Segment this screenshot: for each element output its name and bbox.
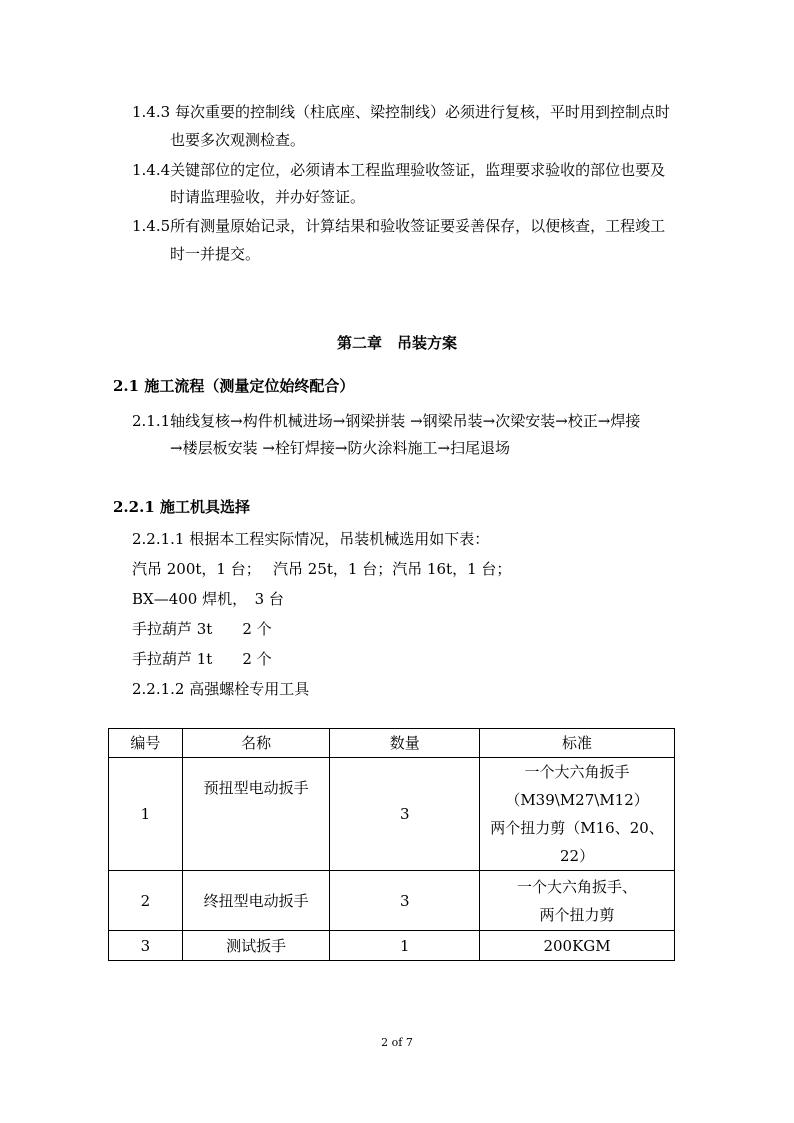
header-cell: 编号: [109, 729, 183, 758]
item-continuation: →楼层板安装 →栓钉焊接→防火涂料施工→扫尾退场: [170, 439, 511, 457]
item-number: 1.4.5: [132, 217, 171, 235]
chapter-title: 第二章 吊装方案: [336, 334, 457, 352]
item-number: 1.4.4: [132, 161, 171, 179]
item-1-4-5: [132, 216, 665, 236]
table-row: [109, 871, 675, 931]
standard-line: 200KGM: [543, 936, 611, 955]
table-cell-number: 1: [109, 758, 183, 871]
table-cell-number: 2: [109, 871, 183, 931]
table-cell-standard: [480, 931, 675, 961]
equipment-line: 手拉葫芦 1t 2 个: [132, 650, 272, 668]
equipment-line: BX—400 焊机， 3 台: [132, 590, 284, 608]
table-cell-quantity: 3: [330, 758, 480, 871]
table-cell-name: 测试扳手: [182, 931, 330, 961]
table-cell-standard: [480, 758, 675, 871]
standard-line: 一个大六角扳手: [524, 763, 630, 781]
header-cell: 数量: [330, 729, 480, 758]
item-text: 每次重要的控制线（柱底座、梁控制线）必须进行复核，平时用到控制点时: [174, 103, 670, 121]
item-continuation: 也要多次观测检查。: [170, 131, 306, 149]
header-cell: 名称: [182, 729, 330, 758]
section-title: 施工流程（测量定位始终配合）: [144, 377, 355, 395]
item-number: 1.4.3: [132, 103, 171, 121]
standard-line: 两个扭力剪: [539, 905, 615, 924]
table-cell-name: 终扭型电动扳手: [182, 871, 330, 931]
item-continuation: 时请监理验收，并办好签证。: [170, 188, 366, 206]
standard-line: 两个扭力剪（M16、20、22）: [490, 819, 664, 865]
item-1-4-3: [132, 102, 670, 122]
item-text: 轴线复核→构件机械进场→钢梁拼装 →钢梁吊装→次梁安装→校正→焊接: [170, 412, 641, 430]
table-row: [109, 758, 675, 871]
table-cell-number: 3: [109, 931, 183, 961]
section-2-1-heading: [113, 376, 354, 396]
table-header-row: [109, 729, 675, 758]
table-row: [109, 931, 675, 961]
table-cell-quantity: 1: [330, 931, 480, 961]
item-text: 所有测量原始记录，计算结果和验收签证要妥善保存，以便核查，工程竣工: [170, 217, 666, 235]
equipment-line: 手拉葫芦 3t 2 个: [132, 620, 272, 638]
item-2-2-1-2: 2.2.1.2 高强螺栓专用工具: [132, 680, 310, 698]
table-cell-name: 预扭型电动扳手: [182, 758, 330, 871]
standard-line: （M39\M27\M12）: [505, 791, 649, 809]
item-1-4-4: [132, 160, 665, 180]
equipment-line: 汽吊 200t，1 台； 汽吊 25t，1 台；汽吊 16t，1 台；: [132, 560, 512, 578]
table-cell-quantity: 3: [330, 871, 480, 931]
item-number: 2.1.1: [132, 412, 171, 430]
page-number: 2 of 7: [381, 1036, 413, 1049]
item-2-1-1: [132, 411, 640, 431]
section-number: 2.1: [113, 377, 140, 395]
table-cell-standard: [480, 871, 675, 931]
standard-line: 一个大六角扳手、: [517, 877, 638, 896]
item-text: 关键部位的定位，必须请本工程监理验收签证，监理要求验收的部位也要及: [170, 161, 666, 179]
header-cell: 标准: [480, 729, 675, 758]
tools-table: [108, 728, 675, 961]
item-2-2-1-1: 2.2.1.1 根据本工程实际情况，吊装机械选用如下表：: [132, 530, 490, 548]
section-2-2-1-heading: 2.2.1 施工机具选择: [113, 498, 250, 516]
item-continuation: 时一并提交。: [170, 245, 261, 263]
